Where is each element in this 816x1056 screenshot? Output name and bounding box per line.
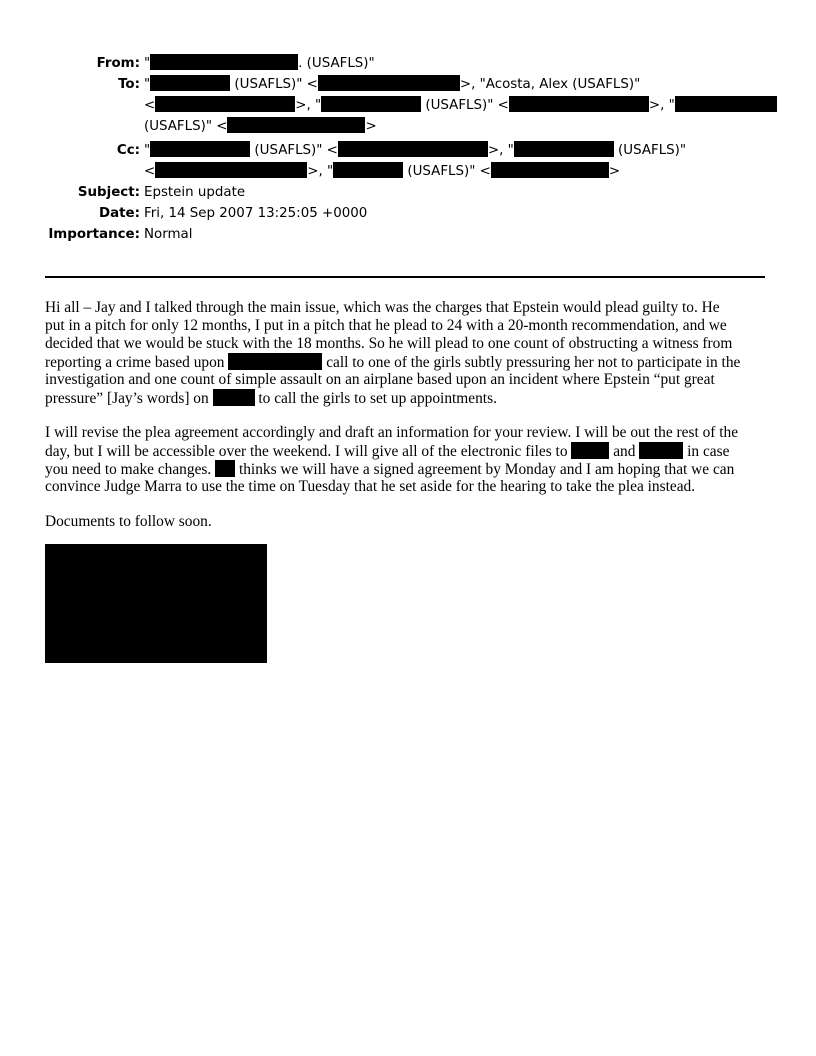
redaction-block <box>150 75 230 91</box>
to-text: (USAFLS)" < <box>421 98 509 113</box>
redaction-block <box>155 162 307 178</box>
from-value <box>144 53 764 74</box>
body-line <box>45 389 771 407</box>
body-line <box>45 353 771 371</box>
body-line: I will revise the plea agreement accordingly and draft an information for your review. I will be out the rest of the <box>45 424 739 441</box>
body-text-segment: day, but I will be accessible over the weekend. I will give all of the electronic files to <box>45 443 572 460</box>
importance-label: Importance: <box>48 227 140 242</box>
subject-row <box>0 182 816 203</box>
subject-value: Epstein update <box>144 185 246 200</box>
redaction-block <box>675 96 777 112</box>
body-text-segment: in case <box>683 443 730 460</box>
body-line: put in a pitch for only 12 months, I put in a pitch that he plead to 24 with a 20-month recommendation, and we <box>45 317 727 334</box>
to-text: >, " <box>648 98 675 113</box>
to-text: (USAFLS)" < <box>230 77 318 92</box>
redaction-block <box>213 389 255 406</box>
from-label: From: <box>96 56 140 71</box>
redaction-block <box>318 75 460 91</box>
to-text: >, " <box>295 98 322 113</box>
cc-text: >, " <box>307 164 334 179</box>
redaction-block <box>509 96 649 112</box>
body-text-segment: call to one of the girls subtly pressuring her not to participate in the <box>322 354 741 371</box>
redaction-block <box>150 141 250 157</box>
from-text: " <box>144 56 151 71</box>
redaction-block <box>639 442 683 459</box>
email-body <box>45 299 771 548</box>
to-text: " <box>144 77 151 92</box>
body-line: investigation and one count of simple assault on an airplane based upon an incident where Epstein “put great <box>45 371 715 388</box>
to-text: < <box>144 98 156 113</box>
date-label: Date: <box>99 206 140 221</box>
signature-redaction-block <box>45 544 267 663</box>
cc-text: (USAFLS)" <box>613 143 687 158</box>
body-text-segment: to call the girls to set up appointments. <box>254 390 497 407</box>
redaction-block <box>215 460 235 477</box>
date-row <box>0 203 816 224</box>
body-paragraph-2 <box>45 424 771 496</box>
to-text: (USAFLS)" < <box>144 119 228 134</box>
body-line: Documents to follow soon. <box>45 513 212 530</box>
from-text: . (USAFLS)" <box>298 56 375 71</box>
cc-text: " <box>144 143 151 158</box>
from-row <box>0 53 816 74</box>
redaction-block <box>333 162 403 178</box>
cc-value <box>144 140 764 182</box>
body-line <box>45 442 771 460</box>
redaction-block <box>228 353 322 370</box>
cc-text: < <box>144 164 156 179</box>
body-line: convince Judge Marra to use the time on Tuesday that he set aside for the hearing to take the plea instead. <box>45 478 696 495</box>
to-value <box>144 74 764 140</box>
importance-value: Normal <box>144 227 193 242</box>
cc-text: >, " <box>487 143 514 158</box>
redaction-block <box>227 117 365 133</box>
importance-row <box>0 224 816 245</box>
redaction-block <box>491 162 609 178</box>
to-text: >, "Acosta, Alex (USAFLS)" <box>459 77 641 92</box>
header-divider <box>45 276 765 278</box>
cc-text: (USAFLS)" < <box>250 143 338 158</box>
redaction-block <box>321 96 421 112</box>
body-line: Hi all – Jay and I talked through the main issue, which was the charges that Epstein would plead guilty to. He <box>45 299 720 316</box>
email-header <box>0 53 816 245</box>
redaction-block <box>155 96 295 112</box>
redaction-block <box>150 54 298 70</box>
to-label: To: <box>118 77 140 92</box>
cc-label: Cc: <box>116 143 140 158</box>
body-paragraph-1 <box>45 299 771 407</box>
redaction-block <box>338 141 488 157</box>
body-text-segment: and <box>609 443 640 460</box>
cc-row <box>0 140 816 182</box>
cc-text: > <box>608 164 621 179</box>
cc-text: (USAFLS)" < <box>403 164 491 179</box>
to-text: > <box>365 119 377 134</box>
to-row <box>0 74 816 140</box>
body-text-segment: pressure” [Jay’s words] on <box>45 390 213 407</box>
redaction-block <box>514 141 614 157</box>
body-text-segment: thinks we will have a signed agreement by Monday and I am hoping that we can <box>235 461 735 478</box>
date-value: Fri, 14 Sep 2007 13:25:05 +0000 <box>144 206 368 221</box>
body-text-segment: you need to make changes. <box>45 461 216 478</box>
subject-label: Subject: <box>77 185 140 200</box>
redaction-block <box>571 442 609 459</box>
body-line: decided that we would be stuck with the 18 months. So he will plead to one count of obstructing a witness from <box>45 335 733 352</box>
body-line <box>45 460 771 478</box>
body-paragraph-3 <box>45 513 771 531</box>
body-text-segment: reporting a crime based upon <box>45 354 229 371</box>
